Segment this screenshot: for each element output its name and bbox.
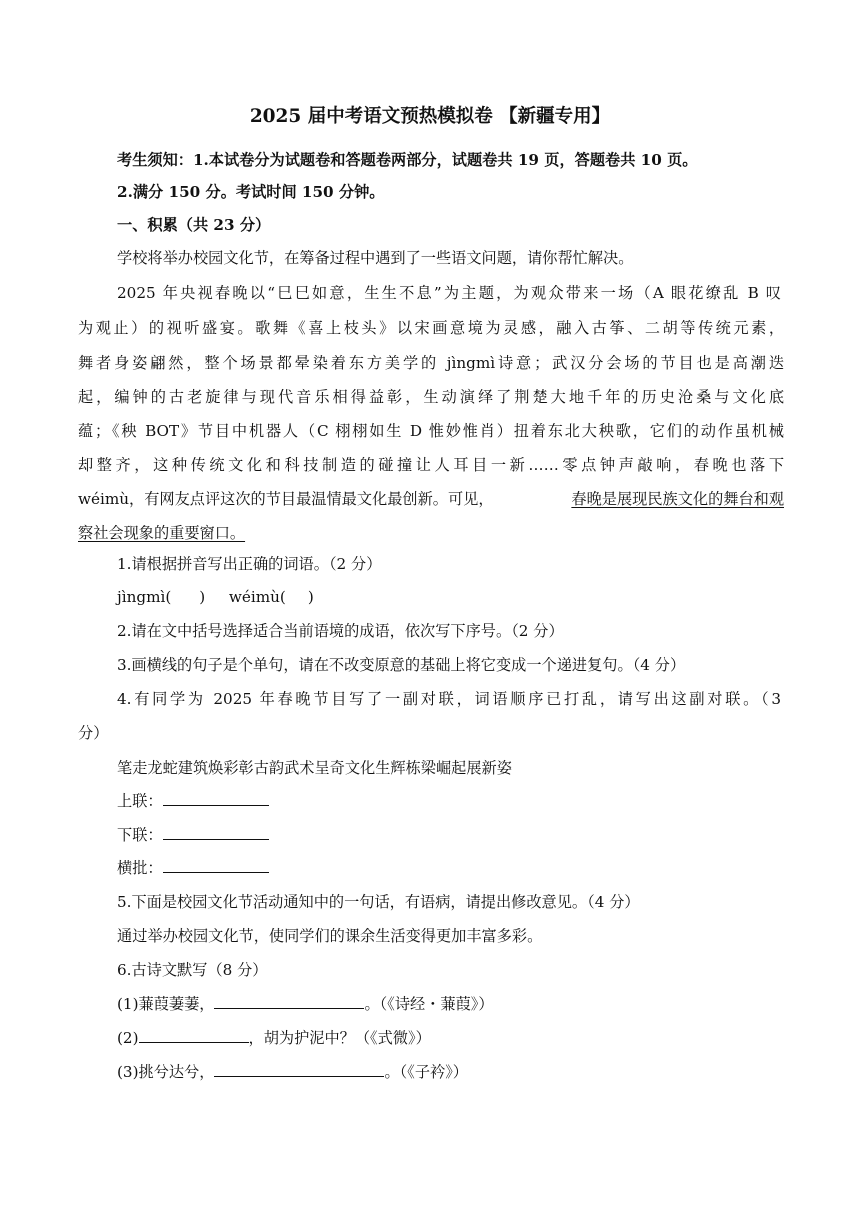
question-1-pinyin <box>117 587 823 607</box>
poem-item-2 <box>117 1028 823 1048</box>
passage-line-6: 却整齐，这种传统文化和科技制造的碰撞让人耳目一新……零点钟声敲响，春晚也落下 <box>78 456 784 474</box>
horizontal-label: 横批： <box>117 859 163 877</box>
couplet-horizontal <box>117 858 823 878</box>
passage-text: wéimù，有网友点评这次的节目最温情最文化最创新。可见， <box>78 490 494 508</box>
section-heading: 一、积累（共 23 分） <box>117 216 271 234</box>
passage-line-8 <box>78 523 784 543</box>
poem-item-1-blank[interactable] <box>214 994 364 1009</box>
notice-line-1: 考生须知：1.本试卷分为试题卷和答题卷两部分，试题卷共 19 页，答题卷共 10 页。 <box>117 151 698 169</box>
question-5: 5.下面是校园文化节活动通知中的一句话，有语病，请提出修改意见。（4 分） <box>117 893 640 911</box>
pinyin-1: jìngmì( <box>117 588 172 606</box>
upper-answer-line[interactable] <box>163 791 269 806</box>
question-6: 6.古诗文默写（8 分） <box>117 961 268 979</box>
underlined-sentence-end: 察社会现象的重要窗口。 <box>78 524 246 542</box>
question-4-cont: 分） <box>78 724 109 742</box>
question-5-sentence: 通过举办校园文化节，使同学们的课余生活变得更加丰富多彩。 <box>117 927 543 945</box>
poem-item-3-source: 。（《子衿》） <box>384 1063 468 1081</box>
question-1: 1.请根据拼音写出正确的词语。（2 分） <box>117 555 382 573</box>
passage-line-2: 为观止）的视听盛宴。歌舞《喜上枝头》以宋画意境为灵感，融入古筝、二胡等传统元素， <box>78 319 784 337</box>
poem-item-1 <box>117 994 823 1014</box>
poem-item-1-text: (1)蒹葭萋萋， <box>117 995 215 1013</box>
poem-item-2-text: (2) <box>117 1029 139 1047</box>
question-3: 3.画横线的句子是个单句，请在不改变原意的基础上将它变成一个递进复句。（4 分） <box>117 656 686 674</box>
poem-item-3-text: (3)挑兮达兮， <box>117 1063 215 1081</box>
upper-label: 上联： <box>117 792 163 810</box>
passage-line-1: 2025 年央视春晚以“巳巳如意，生生不息”为主题，为观众带来一场（A 眼花缭乱 B 叹 <box>117 284 781 302</box>
pinyin-1-close: ) <box>199 588 206 606</box>
couplet-upper <box>117 791 823 811</box>
horizontal-answer-line[interactable] <box>163 858 269 873</box>
poem-item-1-source: 。（《诗经・蒹葭》） <box>364 995 494 1013</box>
passage-line-3: 舞者身姿翩然，整个场景都晕染着东方美学的 jìngmì诗意；武汉分会场的节目也是高潮迭 <box>78 354 784 372</box>
couplet-lower <box>117 825 823 845</box>
lower-label: 下联： <box>117 826 163 844</box>
section-intro: 学校将举办校园文化节，在筹备过程中遇到了一些语文问题，请你帮忙解决。 <box>117 249 634 267</box>
passage-line-7 <box>78 489 784 509</box>
poem-item-3 <box>117 1062 823 1082</box>
passage-line-4: 起，编钟的古老旋律与现代音乐相得益彰，生动演绎了荆楚大地千年的历史沧桑与文化底 <box>78 388 784 406</box>
underlined-sentence: 春晚是展现民族文化的舞台和观 <box>571 490 784 508</box>
poem-item-2-source: ，胡为护泥中？（《式微》） <box>248 1029 431 1047</box>
poem-item-3-blank[interactable] <box>214 1062 384 1077</box>
pinyin-2-close: ) <box>307 588 314 606</box>
question-2: 2.请在文中括号选择适合当前语境的成语，依次写下序号。（2 分） <box>117 622 564 640</box>
pinyin-2: wéimù( <box>228 588 286 606</box>
question-4: 4.有同学为 2025 年春晚节目写了一副对联，词语顺序已打乱，请写出这副对联。（3 <box>117 690 781 708</box>
lower-answer-line[interactable] <box>163 825 269 840</box>
poem-item-2-blank[interactable] <box>139 1028 249 1043</box>
couplet-words: 笔走龙蛇建筑焕彩彰古韵武术呈奇文化生辉栋梁崛起展新姿 <box>117 759 512 777</box>
notice-line-2: 2.满分 150 分。考试时间 150 分钟。 <box>117 183 385 201</box>
passage-line-5: 蕴；《秧 BOT》节目中机器人（C 栩栩如生 D 惟妙惟肖）扭着东北大秧歌，它们的动作虽机械 <box>78 422 784 440</box>
page-title: 2025 届中考语文预热模拟卷 【新疆专用】 <box>249 106 611 127</box>
